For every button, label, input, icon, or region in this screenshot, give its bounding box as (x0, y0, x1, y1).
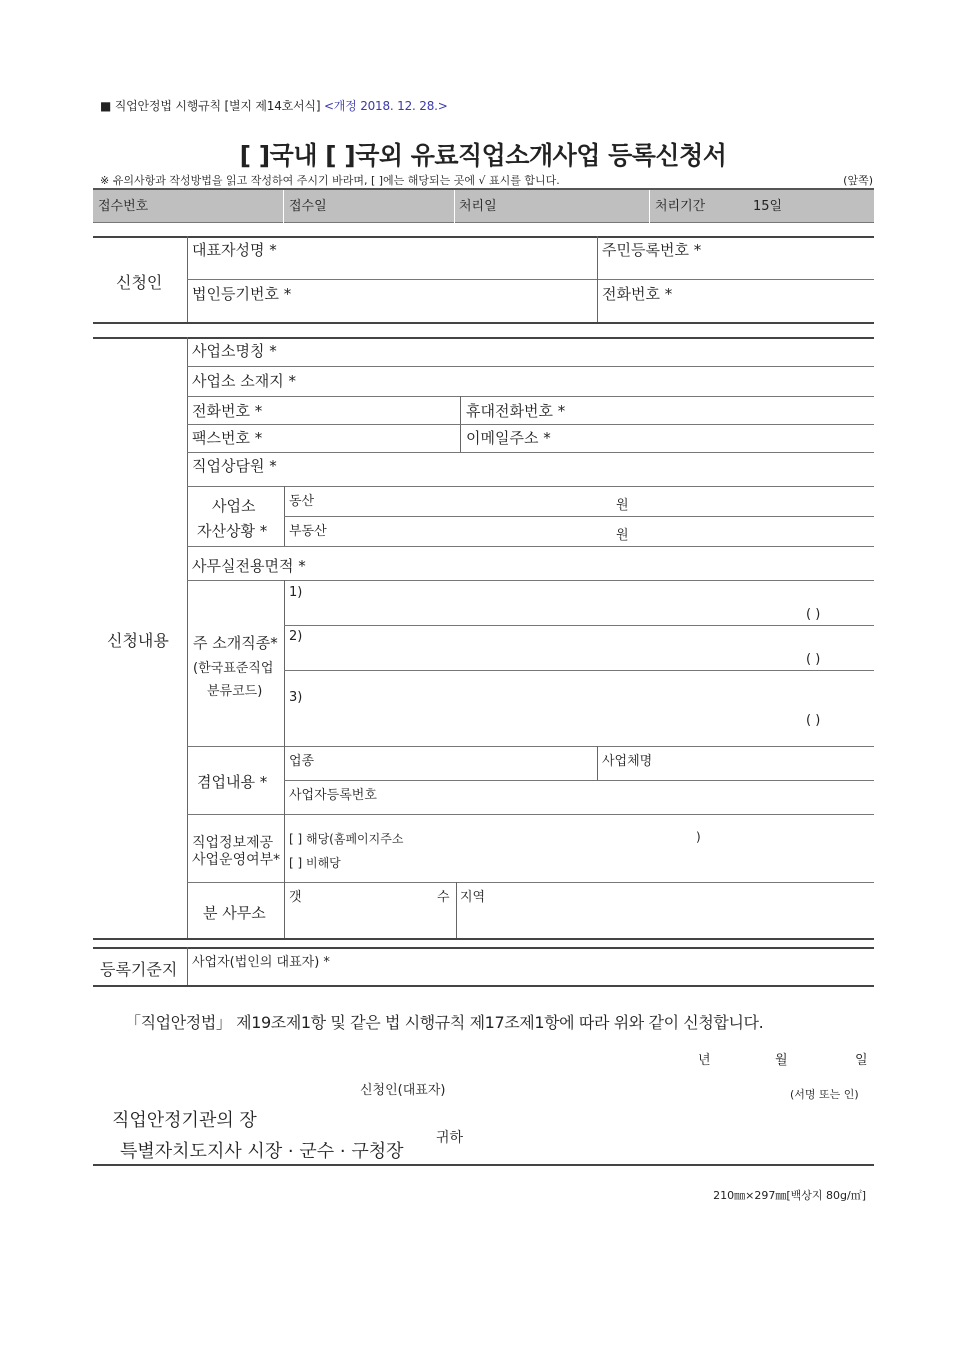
biz-reg-number-field[interactable]: 사업자등록번호 (289, 788, 377, 803)
addressee-line2: 특별자치도지사 시장 · 군수 · 구청장 (120, 1141, 404, 1162)
form-reference (100, 97, 448, 114)
immovable-assets-field[interactable]: 부동산 (289, 524, 327, 539)
process-date-label: 처리일 (459, 199, 497, 214)
occupation-item-3[interactable]: 3) (289, 690, 303, 705)
registration-base-label: 등록기준지 (100, 960, 178, 979)
date-month-label: 월 (775, 1053, 788, 1068)
owner-field[interactable]: 사업자(법인의 대표자) * (192, 955, 330, 970)
business-location-field[interactable]: 사업소 소재지 * (192, 372, 296, 390)
occupation-item-2[interactable]: 2) (289, 629, 303, 644)
date-day-label: 일 (855, 1053, 868, 1068)
office-area-field[interactable]: 사무실전용면적 * (192, 557, 306, 575)
content-section-label: 신청내용 (107, 631, 169, 650)
date-year-label: 년 (698, 1053, 711, 1068)
fax-field[interactable]: 팩스번호 * (192, 429, 263, 447)
receipt-number-label: 접수번호 (98, 199, 149, 214)
resident-number-field[interactable]: 주민등록번호 * (602, 241, 702, 259)
occupation-code-1[interactable]: ( ) (806, 607, 821, 622)
paper-spec: 210㎜×297㎜[백상지 80g/㎡] (713, 1189, 866, 1202)
process-period-value: 15일 (753, 199, 783, 214)
honorific-label: 귀하 (436, 1130, 464, 1146)
info-service-yes-close: ) (696, 830, 701, 844)
immovable-won-unit: 원 (616, 528, 629, 543)
counselor-field[interactable]: 직업상담원 * (192, 457, 277, 475)
occupation-item-1[interactable]: 1) (289, 585, 303, 600)
declaration-text: 「직업안정법」 제19조제1항 및 같은 법 시행규칙 제17조제1항에 따라 위와 같이 신청합니다. (125, 1013, 764, 1032)
form-ref-text: ■ 직업안정법 시행규칙 [별지 제14호서식] (100, 99, 321, 113)
branch-region-field[interactable]: 지역 (460, 890, 486, 905)
front-side-label: (앞쪽) (843, 174, 873, 187)
occupation-label-line1: 주 소개직종* (193, 634, 278, 652)
business-phone-field[interactable]: 전화번호 * (192, 402, 263, 420)
revision-date: <개정 2018. 12. 28.> (323, 99, 448, 113)
occupation-label-line3: 분류코드) (207, 684, 263, 699)
instruction-note: ※ 유의사항과 작성방법을 읽고 작성하여 주시기 바라며, [ ]에는 해당되는 곳에 √ 표시를 합니다. (100, 174, 560, 187)
info-service-yes-checkbox[interactable]: [ ] 해당(홈페이지주소 (289, 832, 404, 846)
email-field[interactable]: 이메일주소 * (466, 429, 551, 447)
occupation-code-3[interactable]: ( ) (806, 713, 821, 728)
receipt-date-label: 접수일 (289, 199, 327, 214)
info-service-label-line1: 직업정보제공 (192, 835, 274, 851)
business-type-field[interactable]: 사업체명 (602, 754, 653, 769)
addressee-line1: 직업안정기관의 장 (112, 1110, 257, 1131)
occupation-code-2[interactable]: ( ) (806, 652, 821, 667)
movable-won-unit: 원 (616, 498, 629, 513)
page-title: [ ]국내 [ ]국외 유료직업소개사업 등록신청서 (239, 141, 727, 170)
info-service-label-line2: 사업운영여부* (192, 852, 281, 868)
movable-assets-field[interactable]: 동산 (289, 494, 315, 509)
side-business-label: 겸업내용 * (197, 773, 268, 791)
process-period-label: 처리기간 (655, 199, 706, 214)
assets-label-line1: 사업소 (212, 497, 256, 515)
corp-reg-number-field[interactable]: 법인등기번호 * (192, 285, 292, 303)
receipt-row (93, 188, 874, 223)
branch-count-label[interactable]: 갯 (289, 890, 302, 905)
business-name-field[interactable]: 사업소명칭 * (192, 342, 277, 360)
signature-note: (서명 또는 인) (790, 1088, 859, 1101)
occupation-label-line2: (한국표준직업 (193, 661, 274, 676)
applicant-phone-field[interactable]: 전화번호 * (602, 285, 673, 303)
branch-office-label: 분 사무소 (203, 904, 266, 922)
applicant-section-label: 신청인 (116, 273, 163, 292)
signer-label: 신청인(대표자) (360, 1083, 446, 1098)
branch-count-unit: 수 (437, 890, 450, 905)
mobile-phone-field[interactable]: 휴대전화번호 * (466, 402, 566, 420)
industry-field[interactable]: 업종 (289, 754, 315, 769)
assets-label-line2: 자산상황 * (197, 522, 268, 540)
info-service-no-checkbox[interactable]: [ ] 비해당 (289, 856, 341, 870)
rep-name-field[interactable]: 대표자성명 * (192, 241, 277, 259)
